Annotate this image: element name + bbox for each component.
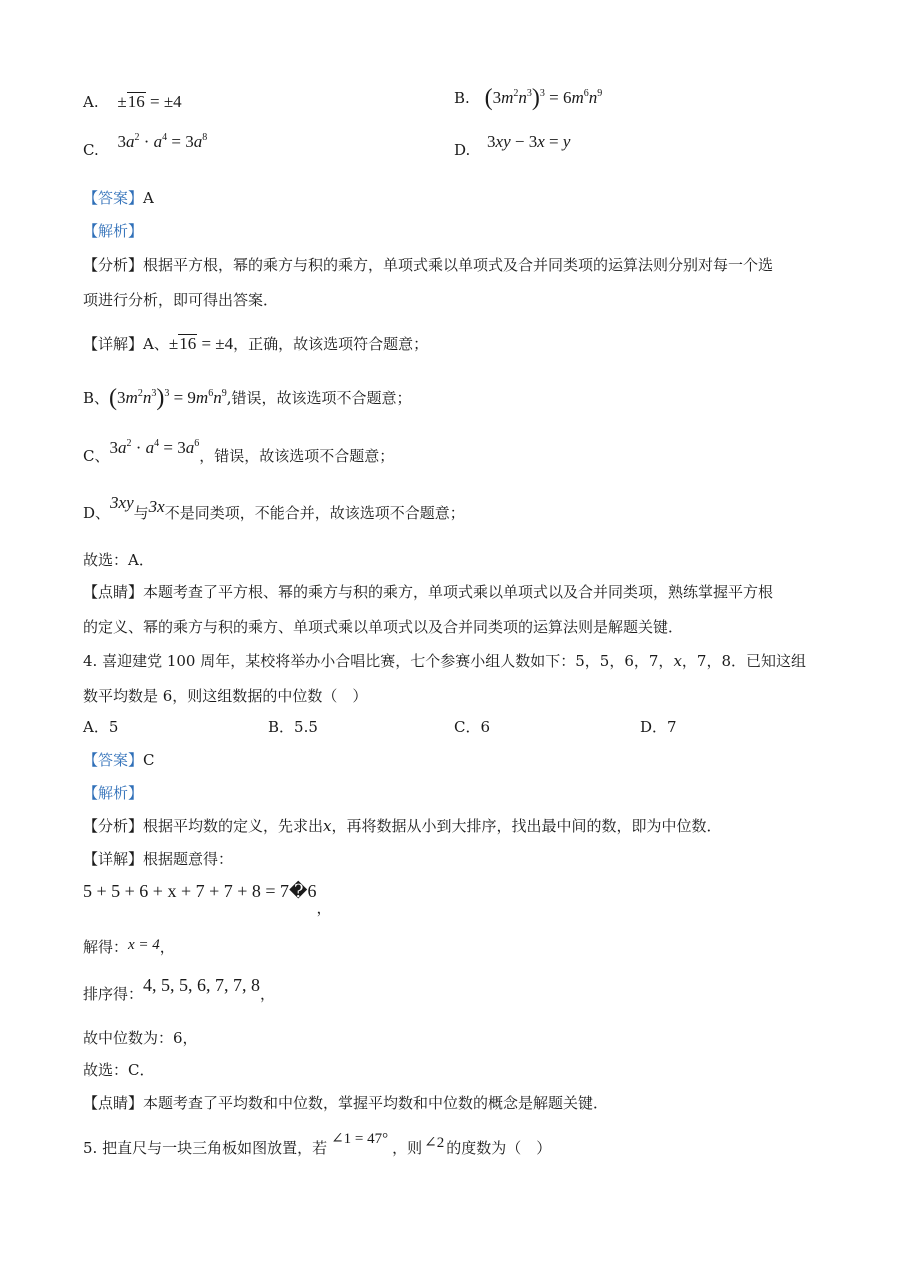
q3-comment-line-1 xyxy=(83,582,773,602)
option-d-label: D. xyxy=(454,141,471,159)
solve-math: x = 4 xyxy=(128,937,160,953)
detail-d-math2: 3x xyxy=(148,497,165,516)
solve-comma: ， xyxy=(159,938,175,956)
q4-detail xyxy=(83,849,233,869)
q4-analysis-tag: 【解析】 xyxy=(83,784,144,802)
q3-detail-c xyxy=(83,438,395,466)
option-b xyxy=(454,85,603,111)
detail-d-mid: 与 xyxy=(133,504,149,522)
answer-tag: 【答案】 xyxy=(83,189,144,207)
q3-detail-a xyxy=(83,334,428,354)
q4-fenxi xyxy=(83,816,722,836)
q4-solve xyxy=(83,937,175,958)
answer-value: A xyxy=(143,189,154,207)
q4-conclusion: 故选：C． xyxy=(83,1061,155,1079)
option-a xyxy=(83,92,182,112)
fenxi-pre: 根据平均数的定义，先求出 xyxy=(143,817,324,835)
q4-option-a: A．5 xyxy=(83,718,119,736)
q3-analysis-tag: 【解析】 xyxy=(83,222,144,240)
answer-value: C xyxy=(143,751,155,769)
q5-stem xyxy=(83,1131,552,1159)
comment-text: 本题考查了平方根、幂的乘方与积的乘方，单项式乘以单项式以及合并同类项，熟练掌握平方根 xyxy=(143,583,774,601)
option-d-math: 3xy − 3x = y xyxy=(487,132,571,151)
comment-text: 本题考查了平均数和中位数，掌握平均数和中位数的概念是解题关键． xyxy=(143,1094,609,1112)
q3-fenxi-line-2: 项进行分析，即可得出答案． xyxy=(83,291,279,309)
answer-tag: 【答案】 xyxy=(83,751,144,769)
q4-option-d: D．7 xyxy=(640,718,677,736)
detail-d-text: 不是同类项，不能合并，故该选项不合题意； xyxy=(164,504,465,522)
detail-text: 根据题意得： xyxy=(143,850,234,868)
fenxi-post: ，再将数据从小到大排序，找出最中间的数，即为中位数． xyxy=(331,817,722,835)
detail-b-math: $(3m^2n^3)^3 = 9m^6n^9$ xyxy=(109,385,227,411)
detail-tag: 【详解】 xyxy=(83,850,144,868)
q4-answer xyxy=(83,750,155,770)
q5-stem-post: 的度数为（ ） xyxy=(446,1139,552,1157)
q4-stem-x: x xyxy=(673,652,682,670)
q5-angle2: ∠2 xyxy=(424,1135,445,1151)
q5-stem-mid: ，则 xyxy=(392,1139,423,1157)
sort-math: 4, 5, 5, 6, 7, 7, 8 xyxy=(143,975,261,995)
option-d xyxy=(454,132,571,160)
fenxi-x: x xyxy=(323,817,332,835)
q4-option-b: B．5.5 xyxy=(268,718,318,736)
option-c-math: $3a^2 \cdot a^4 = 3a^8$ xyxy=(117,132,208,151)
q4-option-c: C．6 xyxy=(454,718,491,736)
option-b-math: $(3m^2n^3)^3 = 6m^6n^9$ xyxy=(484,85,603,111)
q3-answer xyxy=(83,188,154,208)
q4-comment xyxy=(83,1093,608,1113)
detail-c-text: ，错误，故该选项不合题意； xyxy=(199,447,395,465)
q5-angle1: ∠1 = 47° xyxy=(331,1131,389,1147)
detail-c-prefix: C、 xyxy=(83,447,110,465)
detail-d-prefix: D、 xyxy=(83,504,111,522)
q4-median: 故中位数为：6， xyxy=(83,1029,198,1047)
option-a-math: ±16 = ±4 xyxy=(117,92,182,111)
detail-d-math1: 3xy xyxy=(110,493,134,512)
q4-sort xyxy=(83,975,276,1004)
detail-tag: 【详解】 xyxy=(83,335,144,353)
detail-a-prefix: A、 xyxy=(143,335,169,353)
sort-comma: ， xyxy=(260,985,276,1003)
sort-label: 排序得： xyxy=(83,985,144,1003)
q3-fenxi-line-1 xyxy=(83,255,773,275)
q4-stem-post: ，7，8．已知这组 xyxy=(681,652,806,670)
q4-stem-line-1 xyxy=(83,651,806,671)
option-c xyxy=(83,132,208,160)
q4-equation-comma: ， xyxy=(316,899,332,917)
q3-comment-line-2: 的定义、幂的乘方与积的乘方、单项式乘以单项式以及合并同类项的运算法则是解题关键． xyxy=(83,618,684,636)
fenxi-tag: 【分析】 xyxy=(83,256,144,274)
q5-stem-pre: 5. 把直尺与一块三角板如图放置，若 xyxy=(83,1139,328,1157)
q3-detail-d xyxy=(83,493,465,523)
comment-tag: 【点睛】 xyxy=(83,1094,144,1112)
q3-detail-b xyxy=(83,385,412,411)
option-a-label: A. xyxy=(83,93,99,111)
q4-stem-pre: 4. 喜迎建党 100 周年，某校将举办小合唱比赛，七个参赛小组人数如下：5，5，6，7， xyxy=(83,652,674,670)
fenxi-text: 根据平方根，幂的乘方与积的乘方，单项式乘以单项式及合并同类项的运算法则分别对每一个选 xyxy=(143,256,774,274)
q4-equation: 5 + 5 + 6 + x + 7 + 7 + 8 = 7�6 xyxy=(83,881,317,901)
solve-label: 解得： xyxy=(83,938,129,956)
detail-c-math: $3a^2 \cdot a^4 = 3a^6$ xyxy=(109,438,200,457)
option-c-label: C. xyxy=(83,141,99,159)
detail-a-math: ±16 = ±4 xyxy=(168,334,234,353)
option-b-label: B. xyxy=(454,89,470,107)
q3-conclusion: 故选：A． xyxy=(83,551,154,569)
detail-b-prefix: B、 xyxy=(83,389,110,407)
q4-equation-line xyxy=(83,881,332,917)
detail-b-text: ,错误，故该选项不合题意； xyxy=(226,389,412,407)
q4-stem-line-2: 数平均数是 6，则这组数据的中位数（ ） xyxy=(83,687,368,705)
fenxi-tag: 【分析】 xyxy=(83,817,144,835)
detail-a-text: ，正确，故该选项符合题意； xyxy=(233,335,429,353)
comment-tag: 【点睛】 xyxy=(83,583,144,601)
